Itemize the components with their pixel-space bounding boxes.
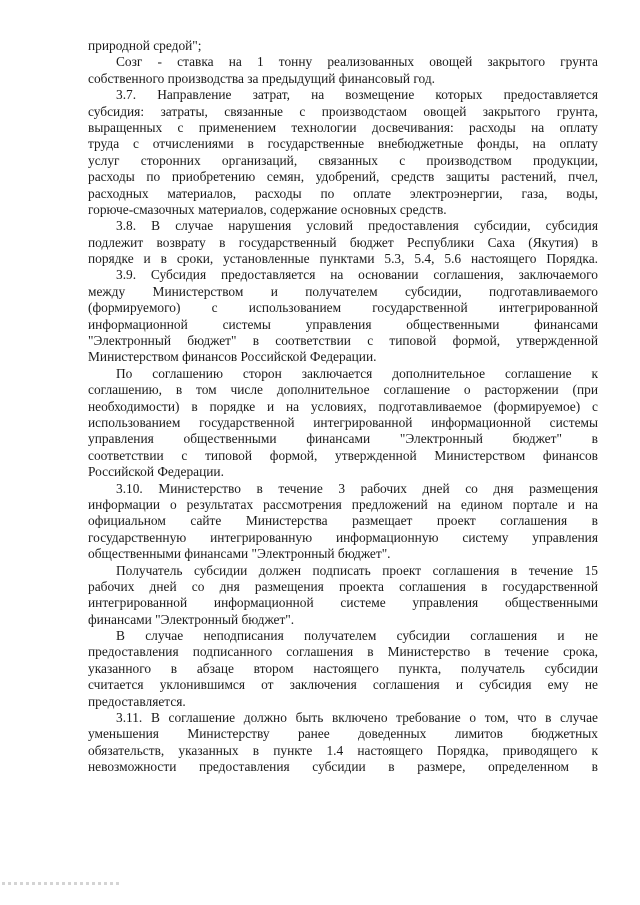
document-text-line: 3.7. Направление затрат, на возмещение которых предоставляется: [116, 87, 598, 103]
document-text-line: выращенных с применением технологии досвечивания: расходы на оплату: [88, 119, 598, 135]
document-text-line: Получатель субсидии должен подписать проект соглашения в течение 15: [116, 562, 598, 578]
scan-edge-mark: [2, 882, 122, 885]
document-text-line: "Электронный бюджет" в соответствии с типовой формой, утвержденной: [88, 333, 598, 349]
document-text-line: подлежит возврату в государственный бюджет Республики Саха (Якутия) в: [88, 234, 598, 250]
document-text-line: считается уклонившимся от заключения соглашения и субсидия ему не: [88, 677, 598, 693]
document-text-line: услуг сторонних организаций, связанных с производством продукции,: [88, 152, 598, 168]
document-text-line: необходимости) в порядке и на условиях, подготавливаемое (формируемое) с: [88, 398, 598, 414]
document-text-line: между Министерством и получателем субсидии, подготавливаемого: [88, 283, 598, 299]
document-text-line: общественными финансами "Электронный бюджет".: [88, 546, 391, 562]
document-text-line: собственного производства за предыдущий финансовый год.: [88, 70, 435, 86]
document-text-line: В случае неподписания получателем субсидии соглашения и не: [116, 628, 598, 644]
document-text-line: 3.8. В случае нарушения условий предоставления субсидии, субсидия: [116, 218, 598, 234]
document-text-line: труда с отчислениями в государственные внебюджетные фонды, на оплату: [88, 136, 598, 152]
document-text-line: Российской Федерации.: [88, 464, 224, 480]
document-text-line: субсидия: затраты, связанные с производстаом овощей закрытого грунта,: [88, 103, 598, 119]
document-text-line: обязательств, указанных в пункте 1.4 настоящего Порядка, приводящего к: [88, 742, 598, 758]
document-text-line: использованием государственной интегрированной информационной системы: [88, 414, 598, 430]
document-text-line: указанного в абзаце втором настоящего пункта, получатель субсидии: [88, 660, 598, 676]
document-text-line: информационной системы управления общественными финансами: [88, 316, 598, 332]
document-text-line: интегрированной информационной системе управления общественными: [88, 595, 598, 611]
document-text-line: По соглашению сторон заключается дополнительное соглашение к: [116, 365, 598, 381]
document-text-line: предоставления подписанного соглашения в Министерство в течение срока,: [88, 644, 598, 660]
document-text-line: 3.11. В соглашение должно быть включено требование о том, что в случае: [116, 710, 598, 726]
document-text-line: информации о результатах рассмотрения предложений на едином портале и на: [88, 496, 598, 512]
document-text-line: (формируемого) с использованием государственной интегрированной: [88, 300, 598, 316]
document-text-line: расходы по приобретению семян, удобрений, средств защиты растений, пчел,: [88, 169, 598, 185]
document-text-line: предоставляется.: [88, 693, 186, 709]
document-text-line: 3.9. Субсидия предоставляется на основании соглашения, заключаемого: [116, 267, 598, 283]
document-text-line: официальном сайте Министерства размещает проект соглашения в: [88, 513, 598, 529]
document-text-line: 3.10. Министерство в течение 3 рабочих дней со дня размещения: [116, 480, 598, 496]
document-text-line: горюче-смазочных материалов, содержание основных средств.: [88, 201, 447, 217]
document-body: [88, 38, 598, 776]
document-text-line: природной средой";: [88, 38, 202, 53]
document-text-line: Министерством финансов Российской Федерации.: [88, 349, 377, 365]
document-text-line: государственную интегрированную информационную систему управления: [88, 529, 598, 545]
document-text-line: уменьшения Министерству ранее доведенных лимитов бюджетных: [88, 726, 598, 742]
document-text-line: соглашению, в том числе дополнительное соглашение о расторжении (при: [88, 382, 598, 398]
document-text-line: Созг - ставка на 1 тонну реализованных овощей закрытого грунта: [116, 54, 598, 70]
document-text-line: финансами "Электронный бюджет".: [88, 611, 295, 627]
document-text-line: порядке и в сроки, установленные пунктами 5.3, 5.4, 5.6 настоящего Порядка.: [88, 251, 598, 267]
document-text-line: невозможности предоставления субсидии в размере, определенном в: [88, 759, 598, 775]
document-text-line: соответствии с типовой формой, утвержденной Министерством финансов: [88, 447, 598, 463]
document-text-line: расходных материалов, расходы по оплате электроэнергии, газа, воды,: [88, 185, 598, 201]
document-text-line: рабочих дней со дня размещения проекта соглашения в государственной: [88, 578, 598, 594]
document-text-line: управления общественными финансами "Электронный бюджет" в: [88, 431, 598, 447]
